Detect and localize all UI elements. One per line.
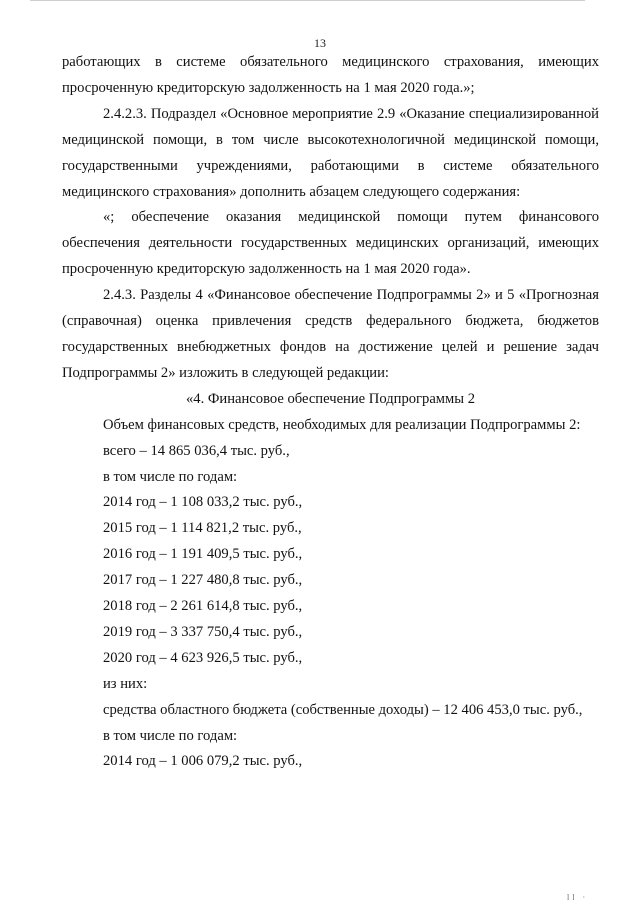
funding-year-2016: 2016 год – 1 191 409,5 тыс. руб., (103, 546, 303, 563)
funding-by-years-label: в том числе по годам: (103, 468, 238, 485)
paragraph-funding-intro: Объем финансовых средств, необходимых для реализации Подпрограммы 2: (103, 416, 581, 433)
regional-budget-total: средства областного бюджета (собственные доходы) – 12 406 453,0 тыс. руб., (103, 701, 583, 718)
funding-year-2020: 2020 год – 4 623 926,5 тыс. руб., (103, 649, 303, 666)
regional-year-2014: 2014 год – 1 006 079,2 тыс. руб., (103, 753, 303, 770)
funding-year-2014: 2014 год – 1 108 033,2 тыс. руб., (103, 494, 303, 511)
funding-of-which: из них: (103, 675, 148, 692)
funding-year-2015: 2015 год – 1 114 821,2 тыс. руб., (103, 520, 302, 537)
scan-corner-mark: ll · (567, 893, 589, 902)
funding-year-2018: 2018 год – 2 261 614,8 тыс. руб., (103, 598, 303, 615)
document-body (62, 50, 599, 775)
page-number: 13 (314, 36, 326, 50)
funding-year-2017: 2017 год – 1 227 480,8 тыс. руб., (103, 572, 303, 589)
paragraph-quoted-addition: «; обеспечение оказания медицинской помощи путем финансового обеспечения деятельности государственных медицинских организаций, имеющих просроченную кредиторскую задолженность на 1 мая 2020 года». (62, 209, 599, 278)
paragraph-2-4-3: 2.4.3. Разделы 4 «Финансовое обеспечение Подпрограммы 2» и 5 «Прогнозная (справочная) оценка привлечения средств федерального бюджета, бюджетов государственных внебюджетных фондов на достижение целей и решение задач Подпрограммы 2» изложить в следующей редакции: (62, 287, 599, 381)
paragraph-continuation: работающих в системе обязательного медицинского страхования, имеющих просроченную кредиторскую задолженность на 1 мая 2020 года.»; (62, 54, 599, 96)
paragraph-2-4-2-3: 2.4.2.3. Подраздел «Основное мероприятие 2.9 «Оказание специализированной медицинской помощи, в том числе высокотехнологичной медицинской помощи, государственными учреждениями, работающими в системе обязательного медицинского страхования» дополнить абзацем следующего содержания: (62, 105, 599, 200)
section-heading: «4. Финансовое обеспечение Подпрограммы 2 (185, 390, 476, 407)
funding-total: всего – 14 865 036,4 тыс. руб., (103, 442, 290, 459)
funding-year-2019: 2019 год – 3 337 750,4 тыс. руб., (103, 623, 303, 640)
regional-by-years-label: в том числе по годам: (103, 727, 238, 744)
scan-edge-line (30, 0, 585, 1)
